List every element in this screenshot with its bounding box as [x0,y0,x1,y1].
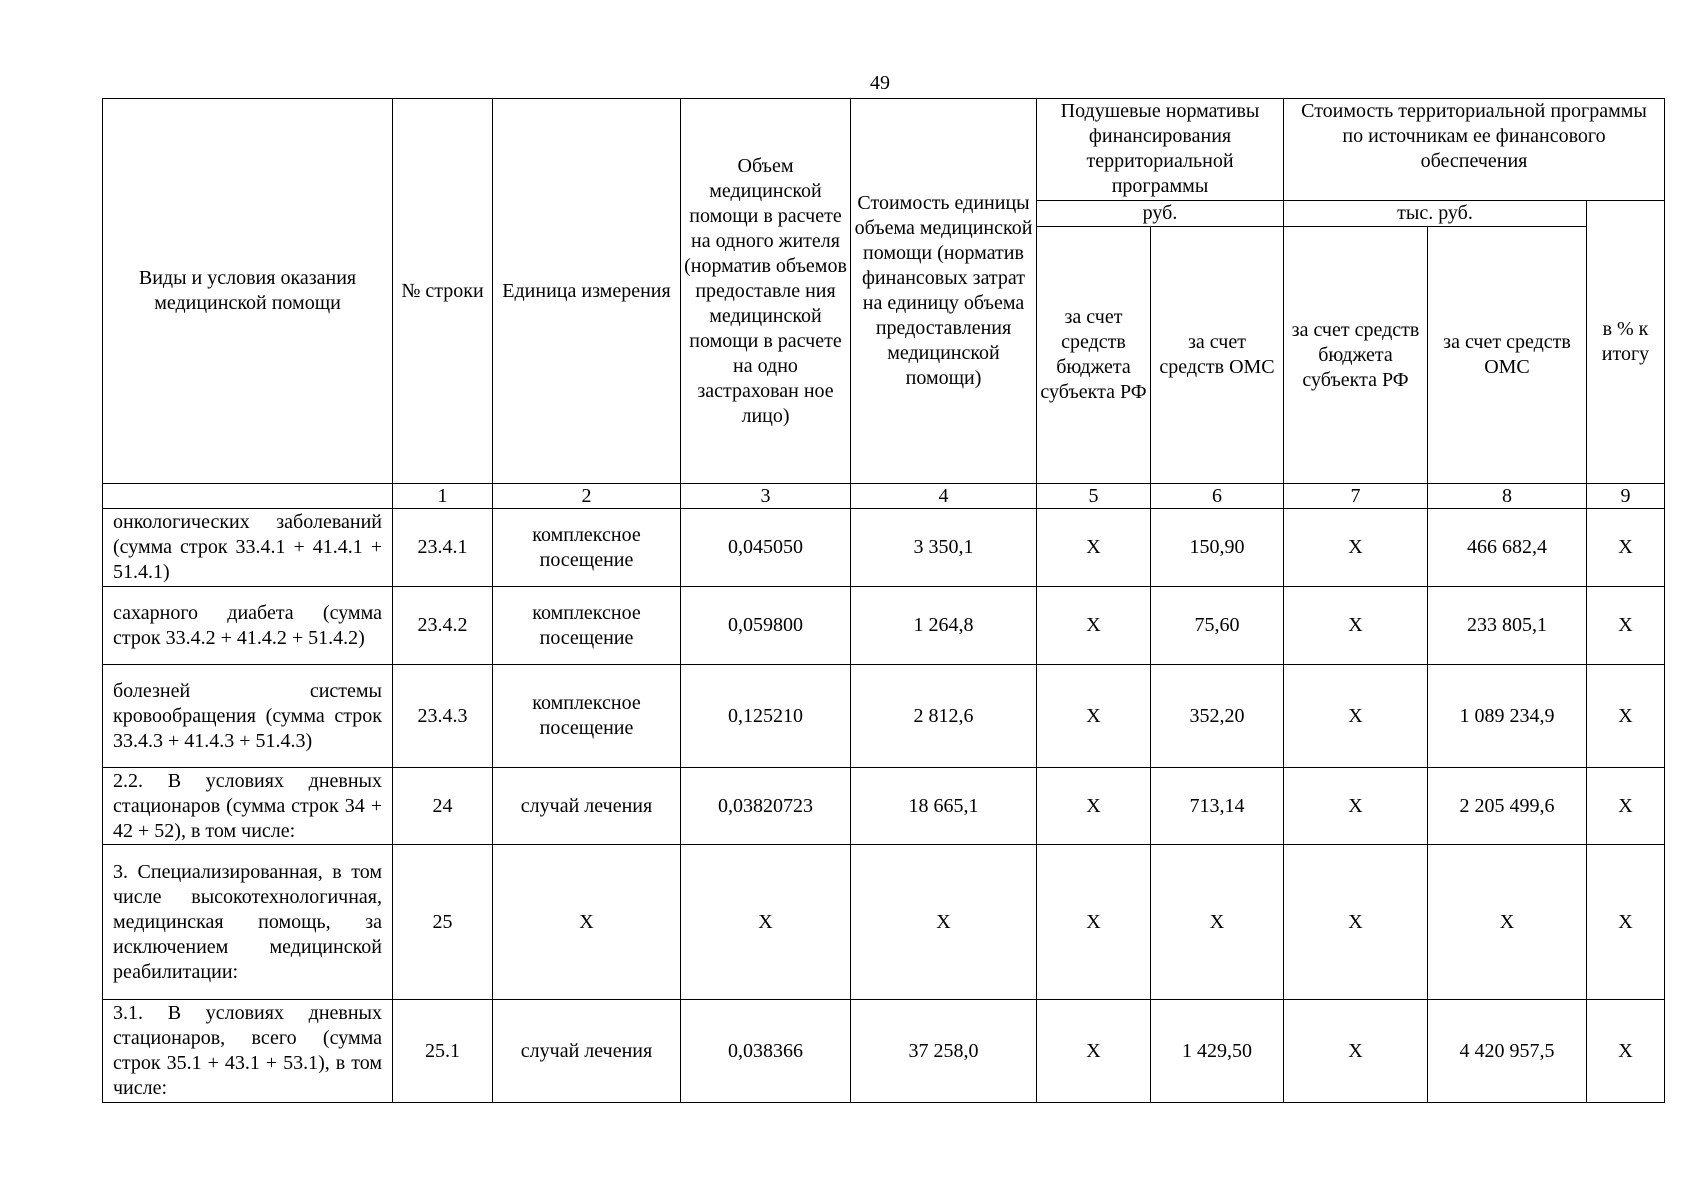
row-unit: комплексное посещение [493,665,681,768]
row-volume: X [681,845,851,1000]
row-budget-rub: X [1037,768,1151,845]
row-volume: 0,03820723 [681,768,851,845]
header-row [103,99,1665,201]
header-care-types: Виды и условия оказания медицинской помощи [103,99,393,484]
header-row-number: № строки [393,99,493,484]
row-number: 23.4.1 [393,509,493,587]
column-number: 8 [1428,484,1587,509]
row-volume: 0,045050 [681,509,851,587]
row-unit: комплексное посещение [493,587,681,665]
column-number: 6 [1151,484,1284,509]
row-percent: X [1587,587,1665,665]
row-number: 25 [393,845,493,1000]
column-numbers-row [103,484,1665,509]
row-budget-thousand: X [1284,845,1428,1000]
row-label: сахарного диабета (сумма строк 33.4.2 + 41.4.2 + 51.4.2) [103,587,393,665]
column-number: 3 [681,484,851,509]
column-number: 4 [851,484,1037,509]
column-number-blank [103,484,393,509]
header-per-capita-normatives: Подушевые нормативы финансирования территориальной программы [1037,99,1284,201]
row-oms-rub: 75,60 [1151,587,1284,665]
column-number: 1 [393,484,493,509]
row-label: болезней системы кровообращения (сумма строк 33.4.3 + 41.4.3 + 51.4.3) [103,665,393,768]
row-number: 23.4.2 [393,587,493,665]
row-oms-rub: 713,14 [1151,768,1284,845]
column-number: 2 [493,484,681,509]
row-volume: 0,125210 [681,665,851,768]
table-row [103,845,1665,1000]
row-budget-thousand: X [1284,665,1428,768]
row-budget-rub: X [1037,665,1151,768]
row-oms-thousand: 1 089 234,9 [1428,665,1587,768]
row-budget-rub: X [1037,1000,1151,1103]
medical-care-cost-table [102,98,1665,1103]
row-oms-thousand: 466 682,4 [1428,509,1587,587]
header-unit-cost: Стоимость единицы объема медицинской помощи (норматив финансовых затрат на единицу объема предоставления медицинской помощи) [851,99,1037,484]
row-budget-thousand: X [1284,768,1428,845]
row-oms-thousand: 4 420 957,5 [1428,1000,1587,1103]
row-unit-cost: 37 258,0 [851,1000,1037,1103]
table-row [103,587,1665,665]
table-row [103,1000,1665,1103]
row-number: 25.1 [393,1000,493,1103]
row-percent: X [1587,768,1665,845]
header-percent-of-total: в % к итогу [1587,201,1665,484]
row-budget-thousand: X [1284,587,1428,665]
column-number: 7 [1284,484,1428,509]
row-budget-thousand: X [1284,1000,1428,1103]
row-oms-rub: 150,90 [1151,509,1284,587]
row-number: 24 [393,768,493,845]
row-unit: случай лечения [493,1000,681,1103]
header-unit-thousand-rub: тыс. руб. [1284,201,1587,227]
row-unit: случай лечения [493,768,681,845]
header-budget-thousand: за счет средств бюджета субъекта РФ [1284,227,1428,484]
page-number: 49 [870,72,890,94]
row-oms-thousand: 2 205 499,6 [1428,768,1587,845]
row-oms-rub: X [1151,845,1284,1000]
row-unit: комплексное посещение [493,509,681,587]
row-label: онкологических заболеваний (сумма строк 33.4.1 + 41.4.1 + 51.4.1) [103,509,393,587]
header-volume: Объем медицинской помощи в расчете на одного жителя (норматив объемов предоставле ния медицинской помощи в расчете на одно застрахован ное лицо) [681,99,851,484]
row-unit-cost: 3 350,1 [851,509,1037,587]
row-label: 3. Специализированная, в том числе высокотехнологичная, медицинская помощь, за исключением медицинской реабилитации: [103,845,393,1000]
row-unit-cost: 2 812,6 [851,665,1037,768]
row-percent: X [1587,845,1665,1000]
header-budget-rub: за счет средств бюджета субъекта РФ [1037,227,1151,484]
row-percent: X [1587,1000,1665,1103]
row-label: 3.1. В условиях дневных стационаров, всего (сумма строк 35.1 + 43.1 + 53.1), в том числе: [103,1000,393,1103]
row-oms-thousand: X [1428,845,1587,1000]
header-unit: Единица измерения [493,99,681,484]
row-budget-rub: X [1037,845,1151,1000]
row-percent: X [1587,509,1665,587]
row-oms-rub: 1 429,50 [1151,1000,1284,1103]
row-label: 2.2. В условиях дневных стационаров (сумма строк 34 + 42 + 52), в том числе: [103,768,393,845]
column-number: 9 [1587,484,1665,509]
row-budget-thousand: X [1284,509,1428,587]
row-number: 23.4.3 [393,665,493,768]
row-volume: 0,038366 [681,1000,851,1103]
column-number: 5 [1037,484,1151,509]
header-oms-rub: за счет средств ОМС [1151,227,1284,484]
table-row [103,509,1665,587]
table-row [103,665,1665,768]
row-budget-rub: X [1037,509,1151,587]
row-volume: 0,059800 [681,587,851,665]
row-percent: X [1587,665,1665,768]
row-oms-rub: 352,20 [1151,665,1284,768]
row-unit: X [493,845,681,1000]
row-budget-rub: X [1037,587,1151,665]
row-unit-cost: 1 264,8 [851,587,1037,665]
header-oms-thousand: за счет средств ОМС [1428,227,1587,484]
row-unit-cost: X [851,845,1037,1000]
header-unit-rub: руб. [1037,201,1284,227]
header-program-cost: Стоимость территориальной программы по источникам ее финансового обеспечения [1284,99,1665,201]
row-oms-thousand: 233 805,1 [1428,587,1587,665]
row-unit-cost: 18 665,1 [851,768,1037,845]
table-row [103,768,1665,845]
